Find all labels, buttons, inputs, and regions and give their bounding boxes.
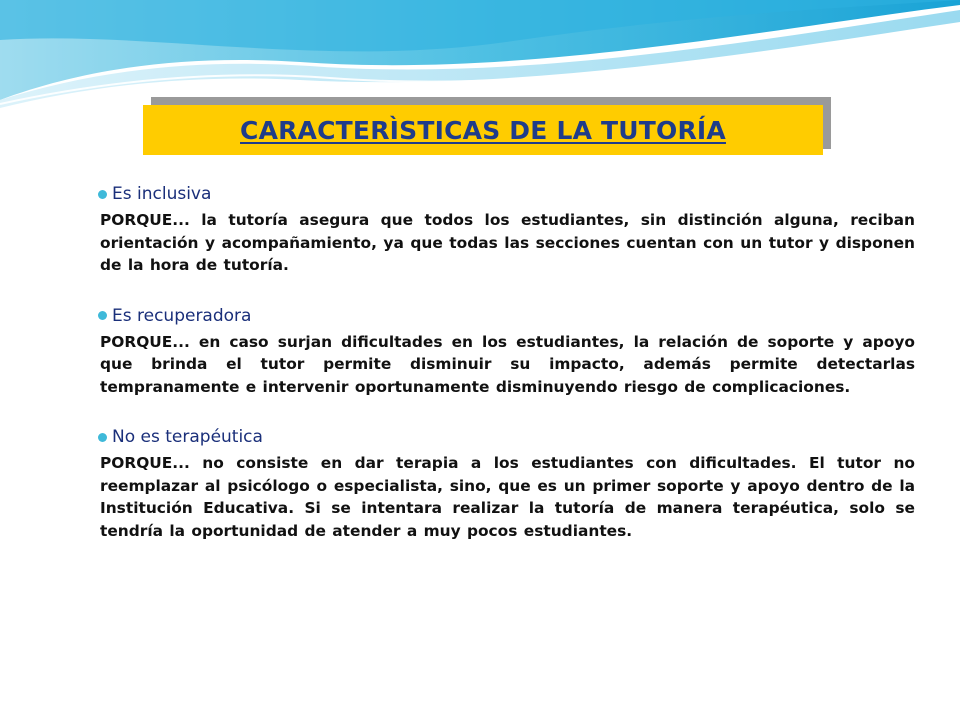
page-title: CARACTERÌSTICAS DE LA TUTORÍA (240, 115, 726, 145)
list-item (100, 182, 915, 277)
list-item (100, 304, 915, 399)
item-body: PORQUE... no consiste en dar terapia a los estudiantes con dificultades. El tutor no reemplazar al psicólogo o especialista, sino, que es un primer soporte y apoyo dentro de la Institución Educativa. Si se intentara realizar la tutoría de manera terapéutica, solo se tendría la oportunidad de atender a muy pocos estudiantes. (100, 454, 915, 540)
content-area (100, 180, 915, 542)
list-item (100, 425, 915, 542)
item-heading (98, 425, 915, 449)
item-heading (98, 182, 915, 206)
item-heading-text: Es recuperadora (112, 305, 252, 326)
title-banner (143, 97, 833, 157)
bullet-icon (98, 433, 107, 442)
bullet-icon (98, 311, 107, 320)
title-box (143, 105, 823, 155)
item-body: PORQUE... en caso surjan dificultades en los estudiantes, la relación de soporte y apoyo que brinda el tutor permite disminuir su impacto, además permite detectarlas tempranamente e intervenir oportunamente disminuyendo riesgo de complicaciones. (100, 332, 915, 396)
item-heading-text: Es inclusiva (112, 184, 212, 204)
bullet-icon (98, 190, 107, 199)
item-heading (98, 304, 915, 328)
item-body: PORQUE... la tutoría asegura que todos los estudiantes, sin distinción alguna, reciban orientación y acompañamiento, ya que todas las secciones cuentan con un tutor y disponen de la hora de tutoría. (100, 211, 915, 274)
item-heading-text: No es terapéutica (112, 427, 263, 447)
